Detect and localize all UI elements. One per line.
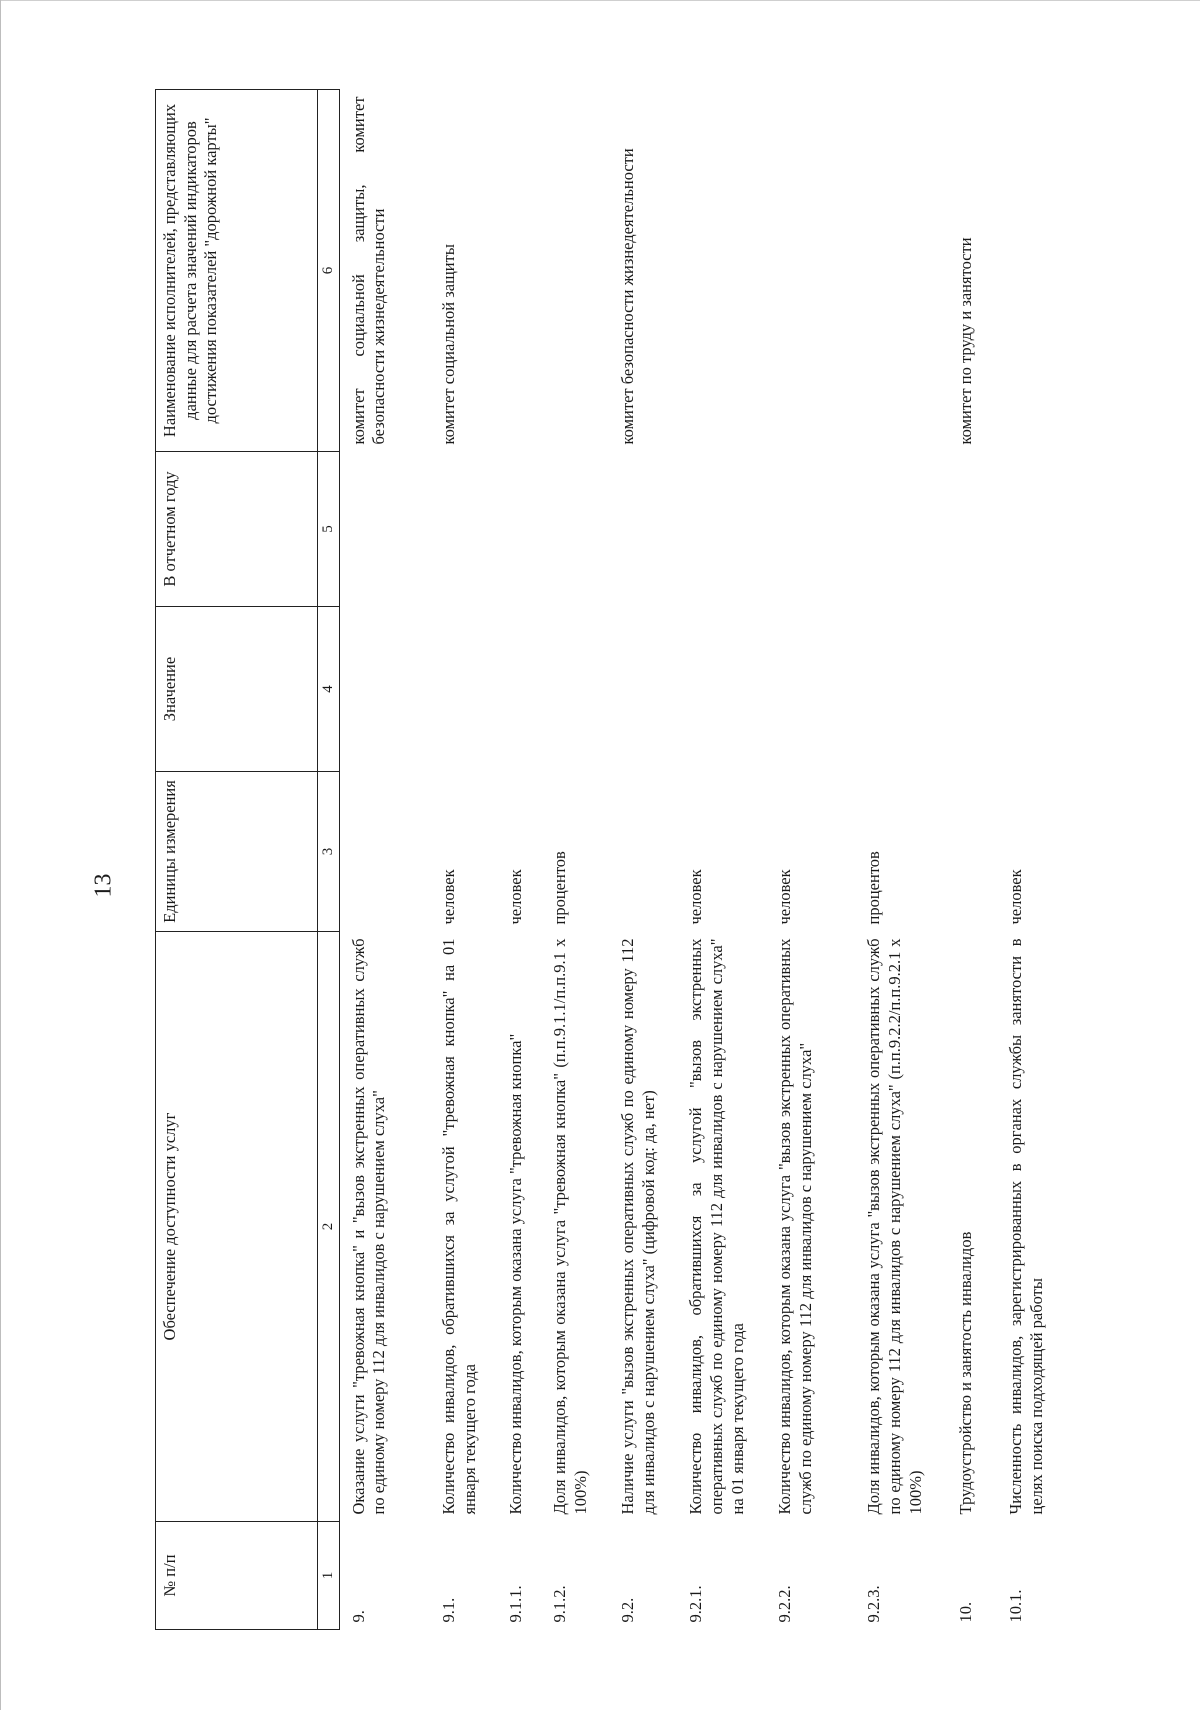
row-unit	[339, 772, 430, 932]
row-reporting-year	[609, 452, 677, 607]
table-row	[766, 90, 855, 1630]
row-unit: человек	[1006, 869, 1026, 925]
row-description: Трудоустройство и занятость инвалидов	[956, 1231, 976, 1515]
row-description: Численность инвалидов, зарегистрированных в органах службы занятости в целях поиска подходящей работы	[1006, 938, 1046, 1515]
table-sheet	[155, 90, 1045, 1630]
header-col-number: 5	[318, 452, 340, 607]
row-number: 9.1.2.	[550, 1585, 570, 1623]
row-value	[609, 607, 677, 772]
row-value	[339, 607, 430, 772]
header-units: Единицы измерения	[156, 772, 318, 932]
row-description: Доля инвалидов, которым оказана услуга "вызов экстренных оперативных служб по единому номеру 112 для инвалидов с нарушением слуха" (п.п.9.2.2/п.п.9.2.1 х 100%)	[864, 938, 925, 1515]
row-reporting-year	[339, 452, 430, 607]
row-description: Количество инвалидов, которым оказана услуга "тревожная кнопка"	[506, 1033, 526, 1515]
row-number: 9.	[348, 1610, 368, 1623]
row-number: 9.2.1.	[686, 1585, 706, 1623]
table-row	[609, 90, 677, 1630]
table-row	[855, 90, 947, 1630]
row-description: Оказание услуги "тревожная кнопка" и "вызов экстренных оперативных служб по единому номеру 112 для инвалидов с нарушением слуха"	[348, 938, 389, 1515]
row-value	[677, 607, 766, 772]
row-executor	[497, 90, 541, 452]
row-number: 9.1.	[439, 1597, 459, 1623]
table-row	[430, 90, 497, 1630]
header-col-number: 1	[318, 1522, 340, 1630]
header-col-number: 6	[318, 90, 340, 452]
row-reporting-year	[677, 452, 766, 607]
row-unit	[609, 772, 677, 932]
table-row	[947, 90, 997, 1630]
page-number: 13	[90, 873, 117, 898]
row-value	[766, 607, 855, 772]
row-executor: комитет по труду и занятости	[956, 237, 976, 445]
row-value	[430, 607, 497, 772]
row-reporting-year	[997, 452, 1065, 607]
table-row	[997, 90, 1065, 1630]
row-value	[497, 607, 541, 772]
row-value	[997, 607, 1065, 772]
row-number: 10.1.	[1006, 1589, 1026, 1623]
table-row	[677, 90, 766, 1630]
row-number: 9.2.	[618, 1597, 638, 1623]
row-executor	[677, 90, 766, 452]
row-executor	[541, 90, 609, 452]
row-description: Наличие услуги "вызов экстренных оперативных служб по единому номеру 112 для инвалидов с нарушением слуха" (цифровой код: да, нет)	[618, 938, 658, 1515]
row-reporting-year	[947, 452, 997, 607]
row-reporting-year	[766, 452, 855, 607]
row-value	[855, 607, 947, 772]
header-number: № п/п	[156, 1522, 318, 1630]
row-executor	[997, 90, 1065, 452]
row-executor	[855, 90, 947, 452]
row-description: Количество инвалидов, обратившихся за услугой "тревожная кнопка" на 01 января текущего года	[439, 938, 479, 1515]
row-reporting-year	[497, 452, 541, 607]
row-unit	[947, 772, 997, 932]
row-number: 9.2.2.	[775, 1585, 795, 1623]
header-executors: Наименование исполнителей, представляющих данные для расчета значений индикаторов достижения показателей "дорожной карты"	[156, 90, 318, 452]
row-number: 9.2.3.	[864, 1585, 884, 1623]
row-description: Доля инвалидов, которым оказана услуга "тревожная кнопка" (п.п.9.1.1/п.п.9.1 х 100%)	[550, 938, 590, 1515]
row-unit: процентов	[550, 851, 570, 925]
row-value	[541, 607, 609, 772]
roadmap-indicators-table	[155, 89, 1065, 1630]
table-row	[497, 90, 541, 1630]
row-value	[947, 607, 997, 772]
row-reporting-year	[430, 452, 497, 607]
row-number: 10.	[956, 1601, 976, 1623]
header-col-number: 3	[318, 772, 340, 932]
header-col-number: 2	[318, 932, 340, 1522]
table-body	[339, 90, 1065, 1630]
row-unit: человек	[775, 869, 795, 925]
header-reporting-year: В отчетном году	[156, 452, 318, 607]
row-executor: комитет социальной защиты	[439, 244, 459, 445]
row-unit: процентов	[864, 851, 884, 925]
row-reporting-year	[855, 452, 947, 607]
header-service-accessibility: Обеспечение доступности услуг	[156, 932, 318, 1522]
row-executor: комитет социальной защиты, комитет безопасности жизнедеятельности	[348, 96, 389, 445]
row-unit: человек	[439, 869, 459, 925]
row-description: Количество инвалидов, обратившихся за услугой "вызов экстренных оперативных служб по единому номеру 112 для инвалидов с нарушением слуха" на 01 января текущего года	[686, 938, 747, 1515]
row-executor	[766, 90, 855, 452]
row-reporting-year	[541, 452, 609, 607]
header-value: Значение	[156, 607, 318, 772]
row-unit: человек	[686, 869, 706, 925]
row-executor: комитет безопасности жизнедеятельности	[618, 148, 638, 445]
header-col-number: 4	[318, 607, 340, 772]
row-description: Количество инвалидов, которым оказана услуга "вызов экстренных оперативных служб по единому номеру 112 для инвалидов с нарушением слуха"	[775, 938, 815, 1515]
row-number: 9.1.1.	[506, 1585, 526, 1623]
row-unit: человек	[506, 869, 526, 925]
table-header	[156, 90, 340, 1630]
table-row	[339, 90, 430, 1630]
table-row	[541, 90, 609, 1630]
